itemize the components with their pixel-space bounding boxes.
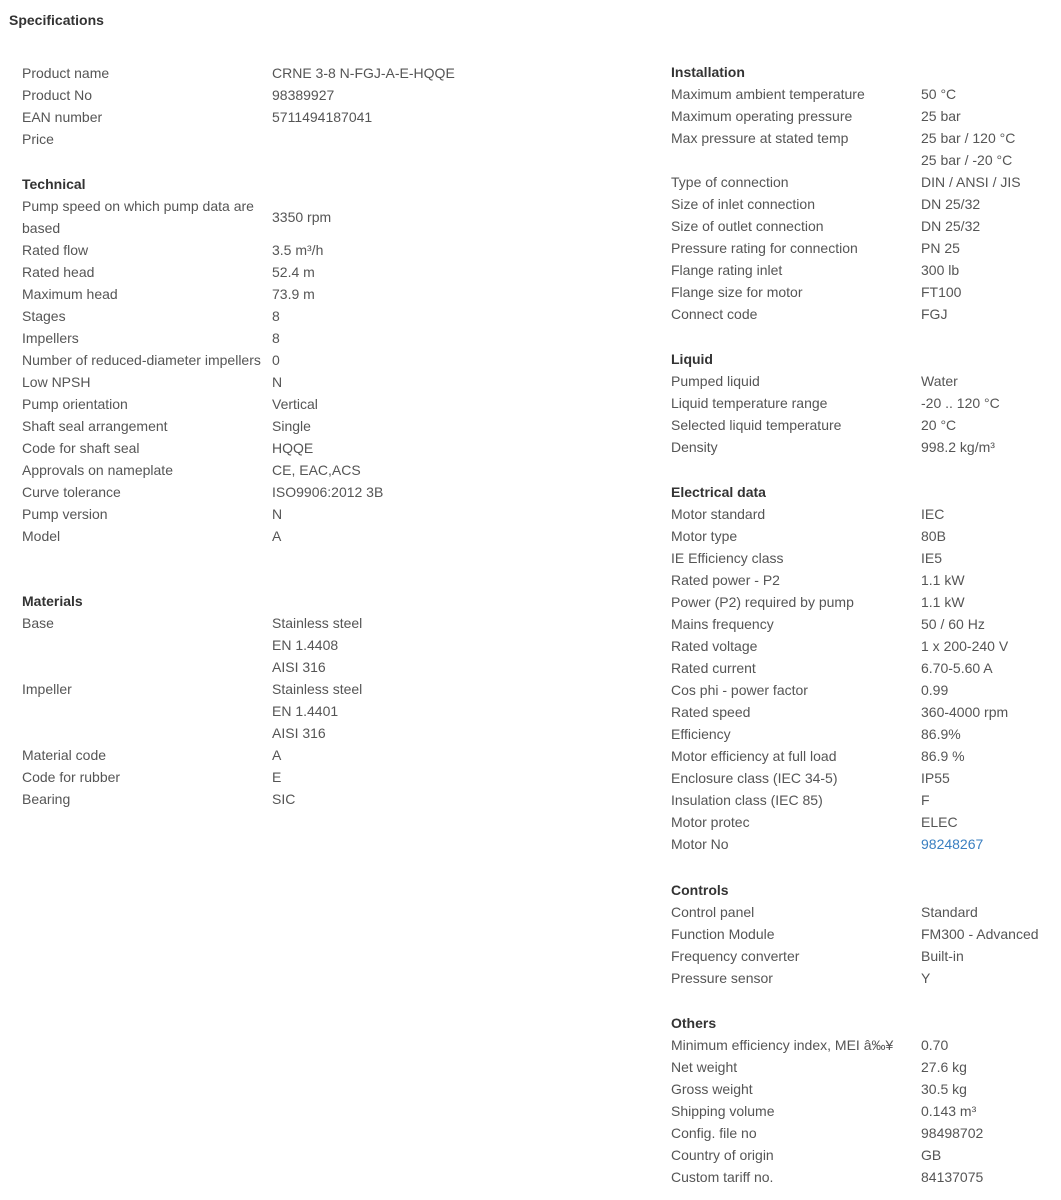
spec-row	[671, 723, 1008, 745]
spec-value: DN 25/32	[921, 218, 981, 234]
spec-label: Max pressure at stated temp	[671, 130, 849, 146]
section-rows	[671, 503, 1008, 855]
spec-value: 3350 rpm	[272, 209, 332, 225]
spec-value: FGJ	[921, 306, 948, 322]
spec-value: EN 1.4408	[272, 637, 339, 653]
spec-label: Size of outlet connection	[671, 218, 824, 234]
spec-values	[921, 370, 958, 392]
spec-row	[22, 393, 383, 415]
spec-value: 5711494187041	[272, 109, 373, 125]
spec-row	[671, 789, 1008, 811]
spec-row	[671, 1034, 983, 1056]
spec-values	[272, 678, 362, 744]
spec-label: Impeller	[22, 681, 72, 697]
spec-label: Motor efficiency at full load	[671, 748, 837, 764]
spec-value: SIC	[272, 791, 296, 807]
spec-values	[921, 767, 950, 789]
spec-value: 0.70	[921, 1037, 949, 1053]
spec-value: 300 lb	[921, 262, 960, 278]
spec-row	[22, 195, 383, 239]
spec-value: Stainless steel	[272, 681, 363, 697]
spec-label: Liquid temperature range	[671, 395, 828, 411]
spec-row	[671, 1078, 983, 1100]
spec-row	[671, 436, 1000, 458]
spec-row	[671, 613, 1008, 635]
spec-label: Product name	[22, 65, 110, 81]
spec-value: 6.70-5.60 A	[921, 660, 993, 676]
spec-values	[272, 106, 372, 128]
spec-label: Maximum ambient temperature	[671, 86, 865, 102]
spec-values	[921, 105, 961, 127]
spec-value: 8	[272, 330, 280, 346]
spec-row	[22, 349, 383, 371]
spec-values	[272, 371, 282, 393]
spec-values	[272, 261, 315, 283]
spec-label: Shipping volume	[671, 1103, 775, 1119]
spec-row	[671, 1144, 983, 1166]
spec-label: Flange size for motor	[671, 284, 803, 300]
spec-row	[671, 923, 1039, 945]
spec-row	[671, 967, 1039, 989]
section-general	[22, 62, 455, 150]
spec-values	[921, 1056, 967, 1078]
spec-row	[671, 525, 1008, 547]
spec-label: Flange rating inlet	[671, 262, 783, 278]
spec-row	[22, 128, 455, 150]
spec-values	[921, 303, 947, 325]
spec-label: Bearing	[22, 791, 71, 807]
spec-label: Model	[22, 528, 61, 544]
spec-label: Number of reduced-diameter impellers	[22, 352, 261, 368]
spec-label: Maximum operating pressure	[671, 108, 853, 124]
spec-row	[671, 1056, 983, 1078]
spec-values	[921, 193, 980, 215]
spec-row	[22, 766, 362, 788]
spec-value: AISI 316	[272, 725, 326, 741]
spec-row	[671, 547, 1008, 569]
spec-label: Rated current	[671, 660, 756, 676]
spec-values	[921, 1100, 976, 1122]
section-heading: Electrical data	[671, 484, 766, 500]
spec-label: Low NPSH	[22, 374, 91, 390]
spec-label: Rated speed	[671, 704, 751, 720]
spec-value: DN 25/32	[921, 196, 981, 212]
spec-label: Net weight	[671, 1059, 738, 1075]
spec-value: N	[272, 506, 283, 522]
spec-value: 8	[272, 308, 280, 324]
spec-values	[272, 239, 323, 261]
spec-values	[921, 679, 948, 701]
spec-row	[671, 679, 1008, 701]
spec-row	[671, 1166, 983, 1188]
spec-label: Function Module	[671, 926, 775, 942]
spec-row	[22, 744, 362, 766]
spec-values	[921, 967, 930, 989]
section-installation	[671, 61, 1021, 325]
spec-label: Stages	[22, 308, 66, 324]
spec-label: Rated power - P2	[671, 572, 780, 588]
spec-value: 50 / 60 Hz	[921, 616, 985, 632]
spec-value: 20 °C	[921, 417, 957, 433]
spec-label: Pumped liquid	[671, 373, 760, 389]
spec-values	[921, 833, 983, 855]
spec-row	[671, 303, 1021, 325]
spec-value: AISI 316	[272, 659, 326, 675]
spec-values	[921, 414, 956, 436]
spec-row	[22, 525, 383, 547]
spec-row	[671, 215, 1021, 237]
spec-value: -20 .. 120 °C	[921, 395, 1000, 411]
spec-label: Rated head	[22, 264, 95, 280]
spec-values	[921, 591, 965, 613]
spec-label: Pump version	[22, 506, 108, 522]
spec-value: FM300 - Advanced	[921, 926, 1039, 942]
spec-values	[272, 788, 295, 810]
spec-values	[921, 1166, 983, 1188]
spec-label: Code for rubber	[22, 769, 121, 785]
spec-value: CE, EAC,ACS	[272, 462, 361, 478]
spec-values	[921, 789, 930, 811]
spec-label: Selected liquid temperature	[671, 417, 842, 433]
spec-values	[921, 1144, 941, 1166]
spec-value: 27.6 kg	[921, 1059, 967, 1075]
spec-label: Density	[671, 439, 718, 455]
spec-label: Shaft seal arrangement	[22, 418, 168, 434]
spec-values	[272, 349, 280, 371]
spec-row	[671, 171, 1021, 193]
spec-label: Pressure rating for connection	[671, 240, 858, 256]
spec-label: Base	[22, 615, 54, 631]
section-heading: Controls	[671, 882, 729, 898]
spec-row	[22, 305, 383, 327]
spec-row	[671, 591, 1008, 613]
spec-value: 80B	[921, 528, 946, 544]
spec-value: ISO9906:2012 3B	[272, 484, 384, 500]
spec-values	[921, 635, 1008, 657]
spec-row	[671, 281, 1021, 303]
spec-label: Gross weight	[671, 1081, 753, 1097]
spec-value: E	[272, 769, 282, 785]
spec-row	[671, 767, 1008, 789]
spec-values	[272, 503, 282, 525]
spec-label: Curve tolerance	[22, 484, 121, 500]
spec-values	[921, 171, 1021, 193]
spec-row	[671, 105, 1021, 127]
spec-value-link[interactable]: 98248267	[921, 836, 984, 852]
spec-value: 25 bar / 120 °C	[921, 130, 1016, 146]
spec-row	[671, 901, 1039, 923]
spec-value: Standard	[921, 904, 978, 920]
spec-value: A	[272, 747, 282, 763]
spec-row	[671, 127, 1021, 171]
spec-row	[671, 1100, 983, 1122]
spec-values	[272, 62, 455, 84]
spec-value: 30.5 kg	[921, 1081, 967, 1097]
spec-row	[671, 635, 1008, 657]
spec-value: 0	[272, 352, 280, 368]
spec-label: Maximum head	[22, 286, 118, 302]
spec-values	[921, 215, 980, 237]
spec-values	[921, 83, 956, 105]
spec-values	[921, 1122, 983, 1144]
section-heading: Others	[671, 1015, 717, 1031]
spec-values	[921, 547, 942, 569]
page-title: Specifications	[9, 12, 104, 28]
spec-row	[22, 481, 383, 503]
spec-value: 1 x 200-240 V	[921, 638, 1009, 654]
spec-row	[22, 788, 362, 810]
spec-label: Material code	[22, 747, 107, 763]
spec-values	[921, 745, 965, 767]
spec-value: A	[272, 528, 282, 544]
spec-label: Approvals on nameplate	[22, 462, 173, 478]
spec-label: Frequency converter	[671, 948, 800, 964]
spec-row	[671, 833, 1008, 855]
spec-row	[22, 239, 383, 261]
spec-value: 1.1 kW	[921, 572, 965, 588]
spec-values	[921, 901, 978, 923]
spec-values	[272, 195, 331, 239]
spec-value: 3.5 m³/h	[272, 242, 324, 258]
spec-label: Rated voltage	[671, 638, 758, 654]
spec-row	[22, 437, 383, 459]
spec-values	[272, 481, 383, 503]
spec-value: 84137075	[921, 1169, 984, 1185]
spec-row	[671, 392, 1000, 414]
spec-values	[272, 744, 281, 766]
spec-label: EAN number	[22, 109, 103, 125]
spec-label: Price	[22, 131, 54, 147]
spec-values	[921, 281, 961, 303]
spec-value: HQQE	[272, 440, 314, 456]
spec-label: Motor standard	[671, 506, 766, 522]
spec-row	[671, 811, 1008, 833]
spec-values	[921, 613, 985, 635]
spec-label: Motor No	[671, 836, 729, 852]
spec-values	[921, 259, 959, 281]
spec-label: Pump speed on which pump data are based	[22, 198, 254, 236]
spec-value: DIN / ANSI / JIS	[921, 174, 1021, 190]
spec-value: Vertical	[272, 396, 318, 412]
spec-row	[22, 415, 383, 437]
spec-label: Connect code	[671, 306, 758, 322]
spec-row	[671, 569, 1008, 591]
spec-value: GB	[921, 1147, 942, 1163]
spec-value: ELEC	[921, 814, 958, 830]
section-rows	[22, 195, 383, 547]
section-rows	[671, 1034, 983, 1188]
spec-row	[22, 283, 383, 305]
spec-row	[671, 1122, 983, 1144]
spec-row	[22, 261, 383, 283]
spec-values	[921, 701, 1008, 723]
spec-value: 98389927	[272, 87, 335, 103]
section-rows	[22, 612, 362, 810]
spec-value: IE5	[921, 550, 943, 566]
section-rows	[22, 62, 455, 150]
spec-value: 360-4000 rpm	[921, 704, 1009, 720]
spec-values	[921, 1078, 967, 1100]
section-liquid	[671, 348, 1000, 458]
spec-label: Motor type	[671, 528, 738, 544]
section-technical	[22, 173, 383, 547]
spec-values	[921, 1034, 948, 1056]
spec-value: 86.9 %	[921, 748, 965, 764]
spec-value: 73.9 m	[272, 286, 315, 302]
section-others	[671, 1012, 983, 1188]
spec-value: 998.2 kg/m³	[921, 439, 995, 455]
spec-row	[22, 503, 383, 525]
spec-values	[272, 525, 281, 547]
spec-value: 0.99	[921, 682, 949, 698]
spec-row	[671, 370, 1000, 392]
spec-values	[272, 327, 280, 349]
spec-row	[671, 745, 1008, 767]
spec-values	[921, 525, 946, 547]
spec-label: Enclosure class (IEC 34-5)	[671, 770, 838, 786]
spec-value: 25 bar	[921, 108, 961, 124]
spec-row	[671, 701, 1008, 723]
spec-label: Efficiency	[671, 726, 731, 742]
spec-label: Code for shaft seal	[22, 440, 140, 456]
spec-row	[22, 612, 362, 678]
spec-value: 98498702	[921, 1125, 984, 1141]
spec-values	[272, 415, 311, 437]
spec-label: Custom tariff no.	[671, 1169, 774, 1185]
spec-values	[272, 393, 318, 415]
spec-row	[22, 84, 455, 106]
spec-values	[921, 503, 944, 525]
spec-values	[272, 283, 315, 305]
spec-label: Pump orientation	[22, 396, 128, 412]
spec-values	[921, 811, 958, 833]
spec-value: IP55	[921, 770, 950, 786]
spec-value: 86.9%	[921, 726, 961, 742]
spec-value: PN 25	[921, 240, 960, 256]
spec-row	[671, 237, 1021, 259]
section-heading: Installation	[671, 64, 745, 80]
spec-label: Mains frequency	[671, 616, 774, 632]
section-rows	[671, 370, 1000, 458]
spec-row	[671, 657, 1008, 679]
spec-row	[22, 106, 455, 128]
spec-label: IE Efficiency class	[671, 550, 784, 566]
spec-label: Impellers	[22, 330, 79, 346]
spec-value: Built-in	[921, 948, 964, 964]
spec-values	[272, 84, 334, 106]
spec-label: Pressure sensor	[671, 970, 773, 986]
spec-value: 0.143 m³	[921, 1103, 977, 1119]
spec-row	[22, 459, 383, 481]
spec-values	[921, 569, 965, 591]
section-heading: Liquid	[671, 351, 713, 367]
spec-values	[272, 459, 361, 481]
spec-value: Y	[921, 970, 931, 986]
spec-values	[921, 127, 1015, 171]
spec-label: Insulation class (IEC 85)	[671, 792, 823, 808]
spec-value: 52.4 m	[272, 264, 315, 280]
section-heading: Technical	[22, 176, 86, 192]
spec-value: FT100	[921, 284, 962, 300]
spec-label: Size of inlet connection	[671, 196, 815, 212]
spec-label: Minimum efficiency index, MEI â‰¥	[671, 1037, 894, 1053]
spec-row	[671, 193, 1021, 215]
section-materials	[22, 590, 362, 810]
spec-value: 1.1 kW	[921, 594, 965, 610]
spec-row	[671, 83, 1021, 105]
spec-value: Single	[272, 418, 311, 434]
spec-values	[921, 436, 995, 458]
spec-values	[272, 612, 362, 678]
section-controls	[671, 879, 1039, 989]
spec-label: Product No	[22, 87, 93, 103]
spec-values	[921, 237, 960, 259]
spec-label: Power (P2) required by pump	[671, 594, 854, 610]
spec-values	[921, 923, 1039, 945]
spec-row	[22, 327, 383, 349]
spec-value: IEC	[921, 506, 945, 522]
spec-value: 25 bar / -20 °C	[921, 152, 1013, 168]
spec-label: Motor protec	[671, 814, 750, 830]
spec-row	[22, 678, 362, 744]
section-heading: Materials	[22, 593, 83, 609]
spec-values	[921, 723, 961, 745]
spec-row	[22, 371, 383, 393]
spec-values	[272, 766, 281, 788]
spec-value: N	[272, 374, 283, 390]
spec-values	[921, 657, 993, 679]
spec-values	[921, 945, 964, 967]
spec-value: Stainless steel	[272, 615, 363, 631]
section-rows	[671, 901, 1039, 989]
spec-value: Water	[921, 373, 958, 389]
spec-row	[671, 503, 1008, 525]
spec-row	[671, 945, 1039, 967]
spec-label: Type of connection	[671, 174, 789, 190]
spec-value: 50 °C	[921, 86, 957, 102]
spec-values	[272, 437, 313, 459]
spec-row	[671, 259, 1021, 281]
spec-label: Country of origin	[671, 1147, 774, 1163]
section-rows	[671, 83, 1021, 325]
spec-values	[921, 392, 1000, 414]
spec-label: Cos phi - power factor	[671, 682, 808, 698]
spec-value: CRNE 3-8 N-FGJ-A-E-HQQE	[272, 65, 455, 81]
spec-label: Config. file no	[671, 1125, 757, 1141]
section-electrical	[671, 481, 1008, 855]
spec-value: F	[921, 792, 930, 808]
spec-label: Rated flow	[22, 242, 89, 258]
spec-values	[272, 305, 280, 327]
spec-label: Control panel	[671, 904, 755, 920]
spec-value: EN 1.4401	[272, 703, 339, 719]
spec-row	[22, 62, 455, 84]
spec-row	[671, 414, 1000, 436]
